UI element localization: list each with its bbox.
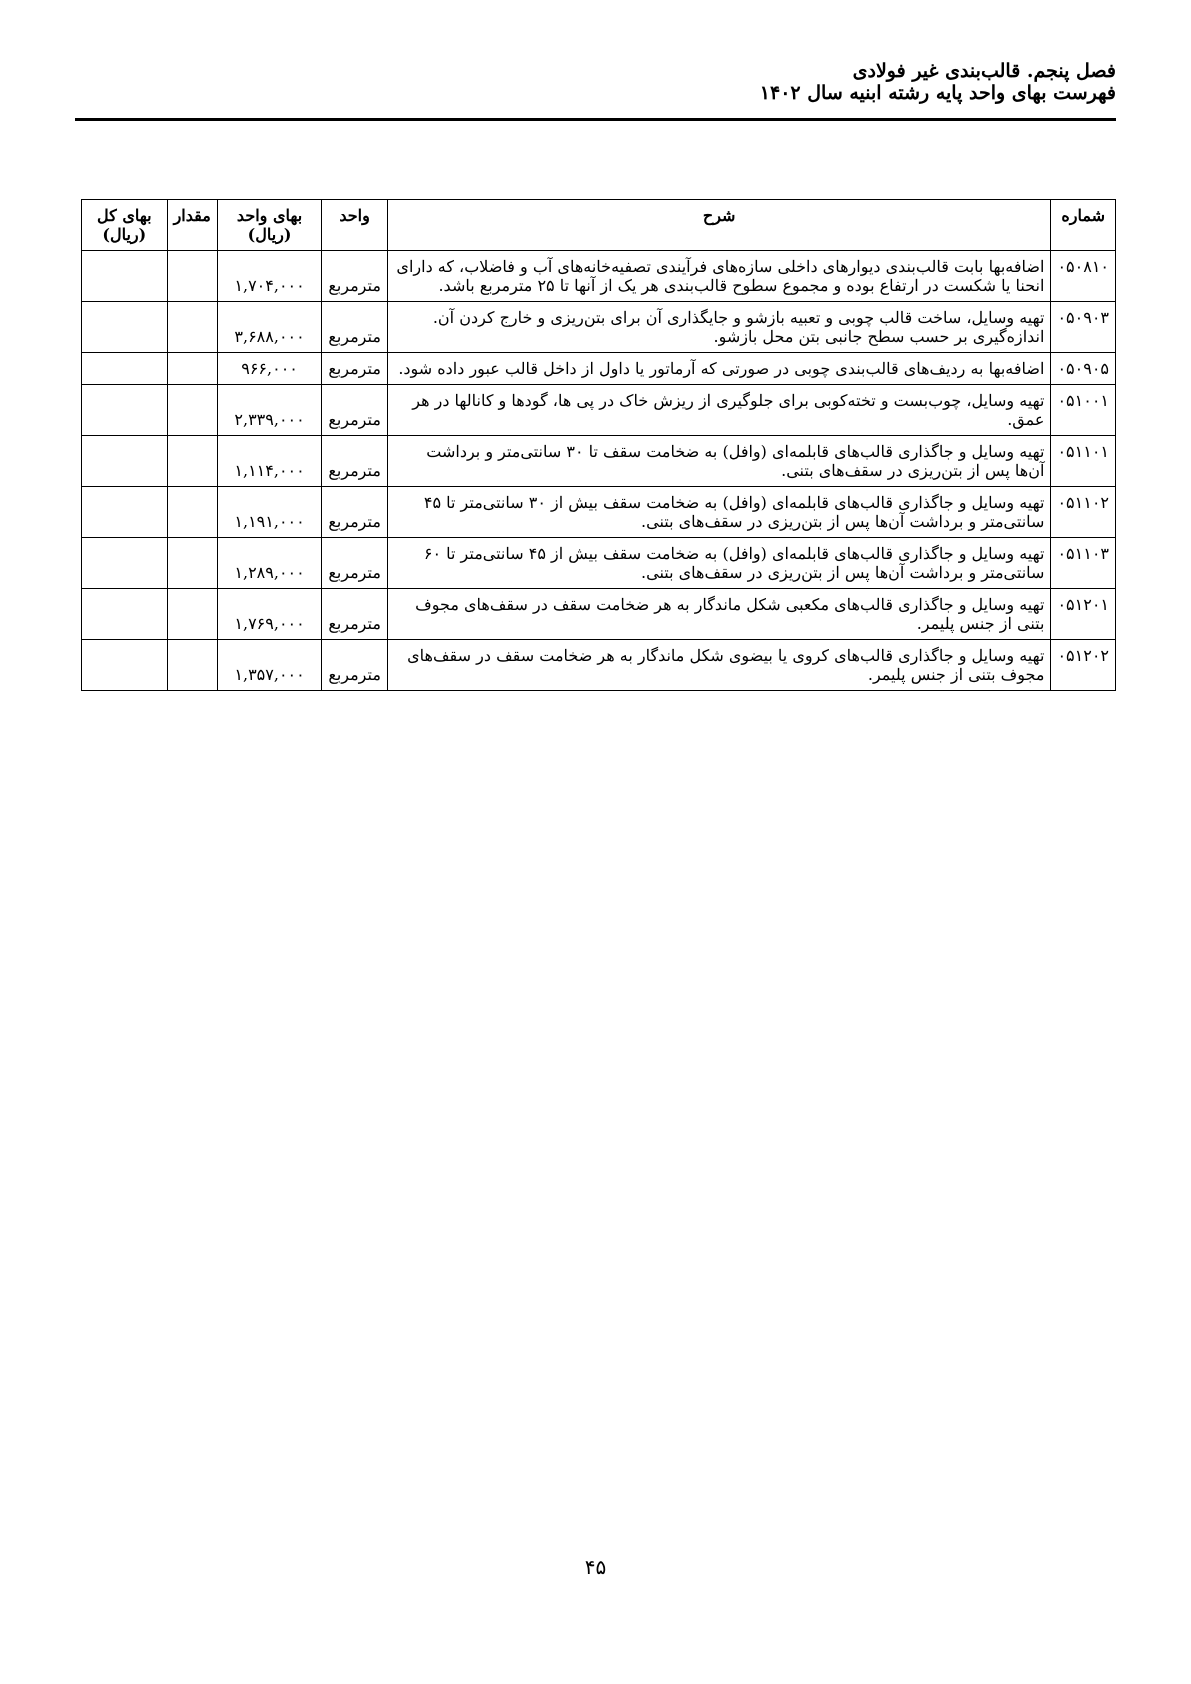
cell-price: ۱,۱۱۴,۰۰۰	[217, 436, 322, 487]
cell-unit: مترمربع	[322, 640, 388, 691]
cell-desc: تهیه وسایل، چوب‌بست و تخته‌کوبی برای جلوگیری از ریزش خاک در پی ها، گودها و کانالها در هر عمق.	[387, 385, 1051, 436]
cell-price: ۱,۷۰۴,۰۰۰	[217, 251, 322, 302]
cell-unit: مترمربع	[322, 589, 388, 640]
cell-price: ۳,۶۸۸,۰۰۰	[217, 302, 322, 353]
page-number: ۴۵	[584, 1555, 607, 1579]
cell-code: ۰۵۱۱۰۱	[1051, 436, 1116, 487]
cell-unit: مترمربع	[322, 251, 388, 302]
price-table	[81, 199, 1116, 691]
column-header: مقدار	[167, 200, 217, 251]
cell-code: ۰۵۰۸۱۰	[1051, 251, 1116, 302]
column-header: واحد	[322, 200, 388, 251]
column-header: شماره	[1051, 200, 1116, 251]
cell-qty	[167, 538, 217, 589]
cell-total	[82, 302, 168, 353]
cell-desc: اضافه‌بها به ردیف‌های قالب‌بندی چوبی در صورتی که آرماتور یا داول از داخل قالب عبور داده شود.	[387, 353, 1051, 385]
cell-code: ۰۵۱۰۰۱	[1051, 385, 1116, 436]
cell-desc: تهیه وسایل و جاگذاری قالب‌های مکعبی شکل ماندگار به هر ضخامت سقف در سقف‌های مجوف بتنی از جنس پلیمر.	[387, 589, 1051, 640]
cell-desc: تهیه وسایل، ساخت قالب چوبی و تعبیه بازشو و جایگذاری آن برای بتن‌ریزی و خارج کردن آن. اندازه‌گیری بر حسب سطح جانبی بتن محل بازشو.	[387, 302, 1051, 353]
cell-code: ۰۵۰۹۰۳	[1051, 302, 1116, 353]
cell-unit: مترمربع	[322, 353, 388, 385]
cell-desc: اضافه‌بها بابت قالب‌بندی دیوارهای داخلی سازه‌های فرآیندی تصفیه‌خانه‌های آب و فاضلاب، که دارای انحنا یا شکست در ارتفاع بوده و مجموع سطوح قالب‌بندی هر یک از آنها تا ۲۵ مترمربع باشد.	[387, 251, 1051, 302]
table-row	[82, 589, 1116, 640]
cell-desc: تهیه وسایل و جاگذاری قالب‌های کروی یا بیضوی شکل ماندگار به هر ضخامت سقف در سقف‌های مجوف بتنی از جنس پلیمر.	[387, 640, 1051, 691]
cell-qty	[167, 640, 217, 691]
cell-price: ۱,۷۶۹,۰۰۰	[217, 589, 322, 640]
chapter-title: فصل پنجم. قالب‌بندی غیر فولادی	[852, 60, 1116, 82]
cell-unit: مترمربع	[322, 302, 388, 353]
cell-total	[82, 538, 168, 589]
table-row	[82, 538, 1116, 589]
column-header: شرح	[387, 200, 1051, 251]
cell-unit: مترمربع	[322, 487, 388, 538]
cell-code: ۰۵۱۲۰۲	[1051, 640, 1116, 691]
cell-unit: مترمربع	[322, 436, 388, 487]
table-row	[82, 436, 1116, 487]
cell-price: ۱,۲۸۹,۰۰۰	[217, 538, 322, 589]
table-header-row	[82, 200, 1116, 251]
cell-qty	[167, 487, 217, 538]
cell-price: ۱,۳۵۷,۰۰۰	[217, 640, 322, 691]
cell-desc: تهیه وسایل و جاگذاری قالب‌های قابلمه‌ای (وافل) به ضخامت سقف تا ۳۰ سانتی‌متر و برداشت آن‌ها پس از بتن‌ریزی در سقف‌های بتنی.	[387, 436, 1051, 487]
cell-total	[82, 385, 168, 436]
cell-desc: تهیه وسایل و جاگذاری قالب‌های قابلمه‌ای (وافل) به ضخامت سقف بیش از ۴۵ سانتی‌متر تا ۶۰ سانتی‌متر و برداشت آن‌ها پس از بتن‌ریزی در سقف‌های بتنی.	[387, 538, 1051, 589]
column-header: بهای واحد (ریال)	[217, 200, 322, 251]
cell-price: ۲,۳۳۹,۰۰۰	[217, 385, 322, 436]
cell-code: ۰۵۱۱۰۲	[1051, 487, 1116, 538]
cell-total	[82, 487, 168, 538]
cell-qty	[167, 436, 217, 487]
cell-total	[82, 251, 168, 302]
cell-total	[82, 353, 168, 385]
cell-total	[82, 436, 168, 487]
cell-price: ۱,۱۹۱,۰۰۰	[217, 487, 322, 538]
list-title: فهرست بهای واحد پایه رشته ابنیه سال ۱۴۰۲	[759, 82, 1116, 104]
cell-code: ۰۵۱۲۰۱	[1051, 589, 1116, 640]
cell-code: ۰۵۱۱۰۳	[1051, 538, 1116, 589]
table-row	[82, 302, 1116, 353]
cell-total	[82, 640, 168, 691]
header-divider	[75, 118, 1116, 121]
cell-qty	[167, 385, 217, 436]
table-body	[82, 251, 1116, 691]
table-row	[82, 251, 1116, 302]
cell-qty	[167, 589, 217, 640]
table-row	[82, 640, 1116, 691]
column-header: بهای کل (ریال)	[82, 200, 168, 251]
cell-desc: تهیه وسایل و جاگذاری قالب‌های قابلمه‌ای (وافل) به ضخامت سقف بیش از ۳۰ سانتی‌متر تا ۴۵ سانتی‌متر و برداشت آن‌ها پس از بتن‌ریزی در سقف‌های بتنی.	[387, 487, 1051, 538]
page-header	[760, 60, 1116, 104]
cell-unit: مترمربع	[322, 385, 388, 436]
cell-qty	[167, 302, 217, 353]
table-row	[82, 353, 1116, 385]
cell-price: ۹۶۶,۰۰۰	[217, 353, 322, 385]
cell-total	[82, 589, 168, 640]
cell-qty	[167, 251, 217, 302]
cell-unit: مترمربع	[322, 538, 388, 589]
cell-qty	[167, 353, 217, 385]
cell-code: ۰۵۰۹۰۵	[1051, 353, 1116, 385]
table-row	[82, 487, 1116, 538]
table-row	[82, 385, 1116, 436]
